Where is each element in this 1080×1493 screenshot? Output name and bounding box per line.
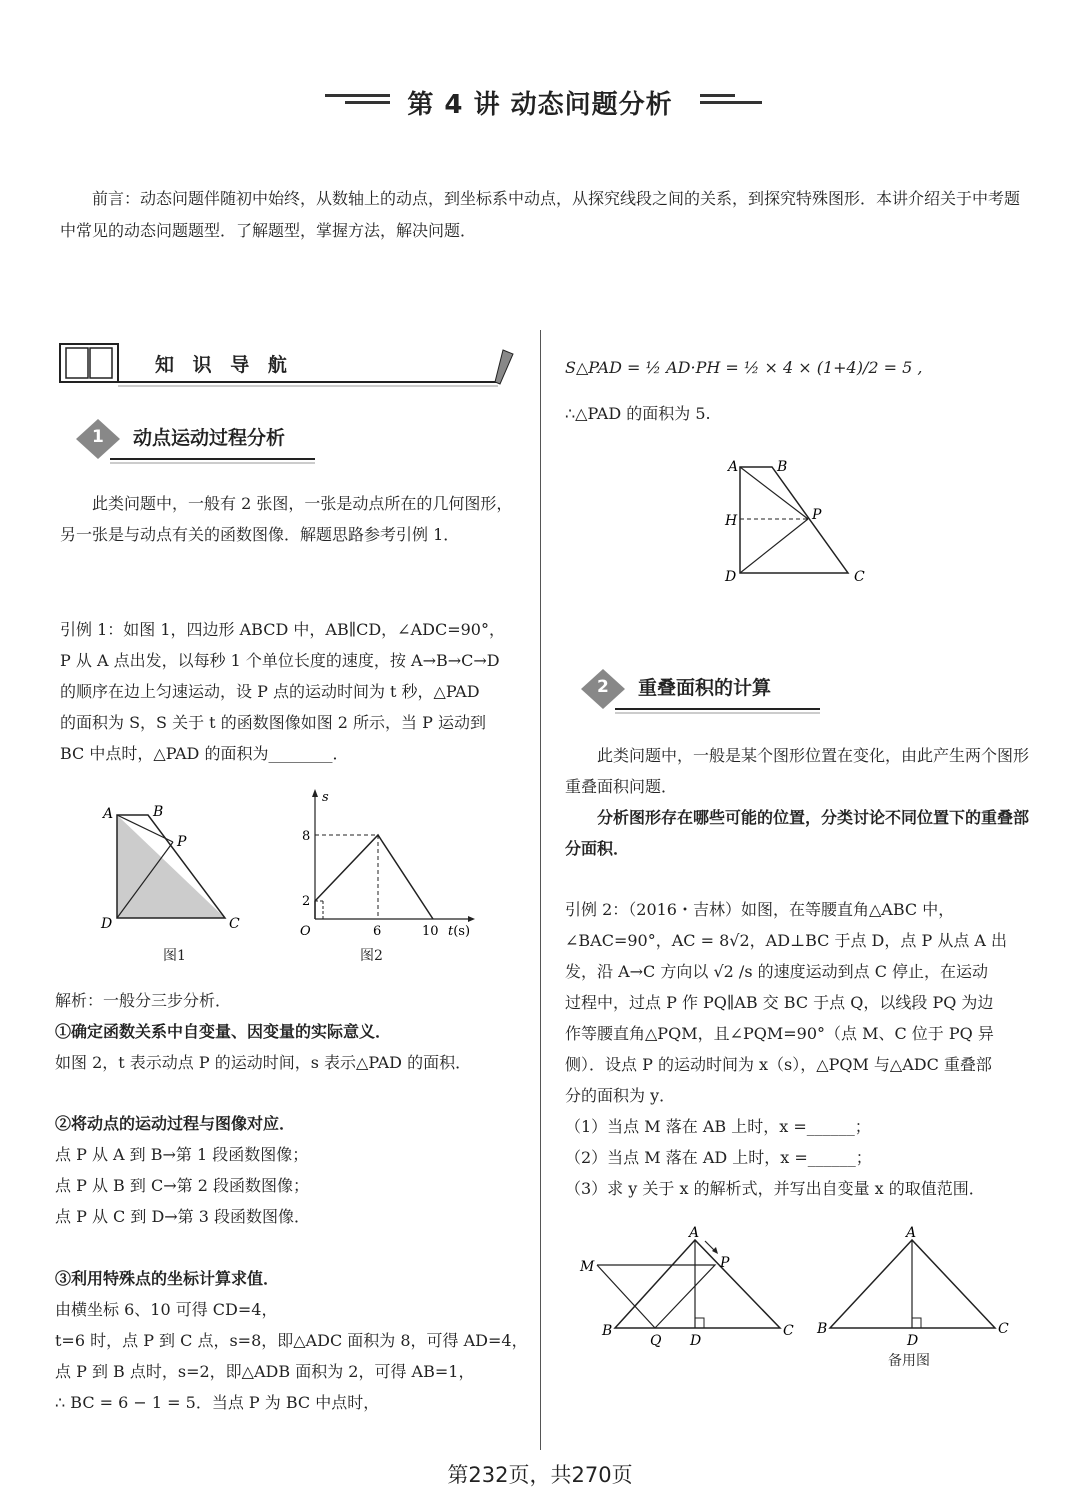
example2 [565, 894, 1040, 1204]
figure1-caption: 图1 [163, 948, 186, 964]
section1-intro: 此类问题中，一般有 2 张图，一张是动点所在的几何图形，另一张是与动点有关的函数图像．解题思路参考引例 1． [60, 494, 513, 544]
question-1: （1）当点 M 落在 AB 上时，x =______； [565, 1117, 871, 1136]
svg-text:A: A [906, 1225, 917, 1241]
nav-title: 知 识 导 航 [155, 354, 293, 376]
svg-text:P: P [720, 1255, 730, 1271]
step1-text: 如图 2，t 表示动点 P 的运动时间，s 表示△PAD 的面积． [55, 1053, 472, 1072]
column-divider [540, 330, 541, 1450]
step3-line: 由横坐标 6、10 可得 CD=4， [55, 1300, 278, 1319]
example2-line: 作等腰直角△PQM，且∠PQM=90°（点 M、C 位于 PQ 异 [565, 1024, 994, 1043]
area-formula: S△PAD = ½ AD·PH = ½ × 4 × (1+4)/2 = 5 , [565, 358, 923, 377]
svg-text:D: D [725, 569, 737, 585]
svg-text:D: D [690, 1333, 702, 1349]
example2-line: 发，沿 A→C 方向以 √2 /s 的速度运动到点 C 停止，在运动 [565, 962, 989, 981]
figure2-graph [290, 785, 480, 945]
book-icon [58, 340, 528, 390]
svg-text:B: B [777, 459, 788, 475]
spare-figure-caption: 备用图 [888, 1353, 930, 1369]
step3-line: ∴ BC = 6 − 1 = 5．当点 P 为 BC 中点时， [55, 1393, 380, 1412]
figure2-caption: 图2 [360, 948, 383, 964]
svg-text:B: B [153, 804, 164, 820]
section2-emphasis: 分析图形存在哪些可能的位置，分类讨论不同位置下的重叠部分面积． [565, 808, 1030, 858]
page-title: 第 4 讲 动态问题分析 [407, 90, 673, 120]
svg-text:H: H [725, 513, 738, 529]
svg-text:D: D [101, 916, 113, 932]
svg-text:s: s [322, 790, 329, 805]
section2-number: 2 [597, 677, 609, 697]
step3-title: ③利用特殊点的坐标计算求值． [55, 1269, 280, 1288]
example2-line: 过程中，过点 P 作 PQ∥AB 交 BC 于点 Q，以线段 PQ 为边 [565, 993, 994, 1012]
section1-title: 动点运动过程分析 [133, 427, 286, 449]
section2-title: 重叠面积的计算 [638, 677, 772, 699]
svg-text:C: C [783, 1323, 794, 1339]
example1-line: 的面积为 S，S 关于 t 的函数图像如图 2 所示，当 P 运动到 [60, 713, 486, 732]
step2 [55, 1108, 530, 1232]
step3 [55, 1263, 535, 1418]
svg-text:C: C [854, 569, 865, 585]
svg-text:A: A [728, 459, 739, 475]
svg-text:Q: Q [650, 1333, 662, 1349]
figure-ph [720, 455, 870, 585]
example1-line: BC 中点时，△PAD 的面积为________． [60, 744, 349, 763]
example2-line: 侧）．设点 P 的运动时间为 x（s），△PQM 与△ADC 重叠部 [565, 1055, 992, 1074]
analysis [55, 985, 530, 1078]
svg-text:B: B [602, 1323, 613, 1339]
svg-text:2: 2 [302, 894, 311, 909]
figure1-trapezoid [95, 800, 255, 940]
step2-line: 点 P 从 C 到 D→第 3 段函数图像． [55, 1207, 311, 1226]
step3-line: t=6 时，点 P 到 C 点，s=8，即△ADC 面积为 8，可得 AD=4， [55, 1331, 528, 1350]
step3-line: 点 P 到 B 点时，s=2，即△ADB 面积为 2，可得 AB=1， [55, 1362, 475, 1381]
svg-text:10: 10 [422, 924, 439, 939]
example1 [60, 614, 530, 769]
step1-title: ①确定函数关系中自变量、因变量的实际意义． [55, 1022, 392, 1041]
question-2: （2）当点 M 落在 AD 上时，x =______； [565, 1148, 872, 1167]
svg-text:D: D [907, 1333, 919, 1349]
svg-text:8: 8 [302, 829, 311, 844]
svg-text:P: P [812, 507, 822, 523]
svg-text:O: O [300, 924, 311, 939]
svg-text:C: C [229, 916, 240, 932]
svg-text:C: C [998, 1321, 1009, 1337]
svg-text:A: A [103, 806, 114, 822]
svg-text:B: B [817, 1321, 828, 1337]
example1-line: P 从 A 点出发，以每秒 1 个单位长度的速度，按 A→B→C→D [60, 651, 500, 670]
step2-line: 点 P 从 A 到 B→第 1 段函数图像； [55, 1145, 309, 1164]
example2-line: 引例 2：（2016・吉林）如图，在等腰直角△ABC 中， [565, 900, 955, 919]
figure-spare-triangle [815, 1225, 1015, 1350]
svg-text:t(s): t(s) [448, 924, 471, 939]
question-3: （3）求 y 关于 x 的解析式，并写出自变量 x 的取值范围． [565, 1179, 985, 1198]
svg-text:M: M [580, 1259, 595, 1275]
page-footer: 第232页，共270页 [447, 1463, 633, 1487]
svg-text:6: 6 [373, 924, 382, 939]
title-right-rule [700, 92, 770, 112]
svg-text:A: A [689, 1225, 700, 1241]
area-conclusion: ∴△PAD 的面积为 5. [565, 404, 711, 423]
analysis-intro: 解析：一般分三步分析． [55, 991, 232, 1010]
example1-line: 引例 1：如图 1，四边形 ABCD 中，AB∥CD，∠ADC=90°， [60, 620, 505, 639]
example1-line: 的顺序在边上匀速运动，设 P 点的运动时间为 t 秒，△PAD [60, 682, 480, 701]
figure-triangle-pqm [575, 1225, 805, 1350]
section2-intro: 此类问题中，一般是某个图形位置在变化，由此产生两个图形重叠面积问题． [565, 746, 1030, 796]
step2-line: 点 P 从 B 到 C→第 2 段函数图像； [55, 1176, 309, 1195]
step2-title: ②将动点的运动过程与图像对应． [55, 1114, 296, 1133]
preface: 前言：动态问题伴随初中始终，从数轴上的动点，到坐标系中动点，从探究线段之间的关系，到探究特殊图形．本讲介绍关于中考题中常见的动态问题题型．了解题型，掌握方法，解决问题． [60, 189, 1021, 240]
svg-text:P: P [177, 834, 187, 850]
example2-line: ∠BAC=90°，AC = 8√2，AD⊥BC 于点 D，点 P 从点 A 出 [565, 931, 1008, 950]
section1-number: 1 [92, 427, 104, 447]
example2-line: 分的面积为 y． [565, 1086, 676, 1105]
